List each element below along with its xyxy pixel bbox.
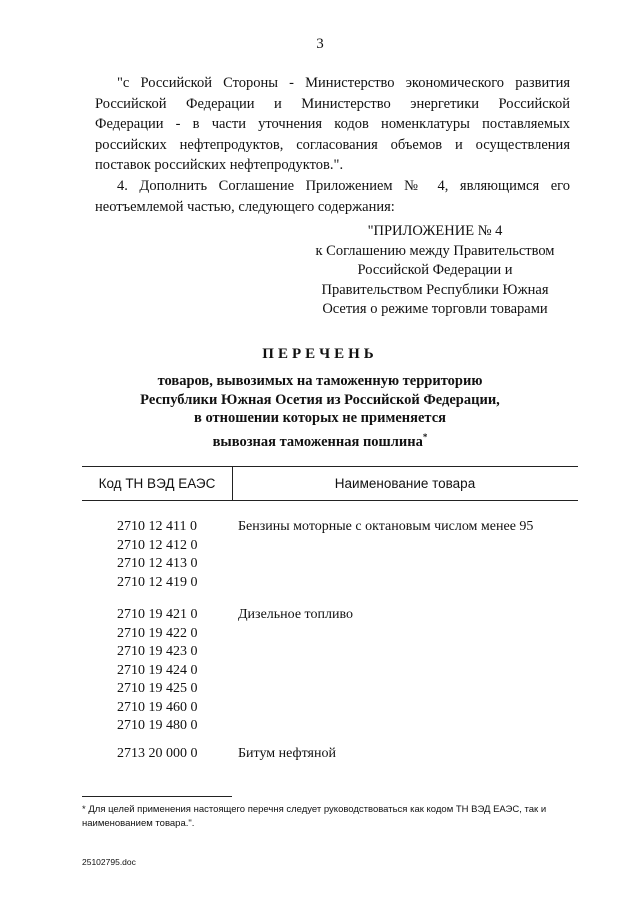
table-row-codes — [117, 606, 198, 736]
paragraph-2 — [95, 176, 570, 217]
paragraph-1-line: российских нефтепродуктов, согласования объемов и осуществления — [95, 136, 570, 153]
table-row-codes — [117, 745, 198, 764]
appendix-header-line: Российской Федерации и — [357, 262, 513, 278]
table-row-name: Битум нефтяной — [238, 746, 336, 761]
paragraph-2-line: 4. Дополнить Соглашение Приложением № 4, являющимся его — [117, 178, 570, 194]
tnved-code: 2710 12 412 0 — [117, 537, 198, 553]
footnote-line: * Для целей применения настоящего перечня следует руководствоваться как кодом ТН ВЭД ЕАЭС, так и — [82, 804, 547, 815]
tnved-code: 2713 20 000 0 — [117, 746, 198, 761]
footnote-separator — [82, 796, 232, 797]
tnved-code: 2710 12 413 0 — [117, 556, 198, 571]
tnved-code: 2710 19 423 0 — [117, 644, 198, 659]
list-title: ПЕРЕЧЕНЬ — [262, 346, 378, 362]
paragraph-1-line: "с Российской Стороны - Министерство экономического развития — [117, 75, 570, 91]
tnved-code: 2710 19 424 0 — [117, 662, 198, 678]
tnved-code: 2710 19 422 0 — [117, 625, 198, 641]
appendix-header — [300, 222, 570, 320]
table-row-name: Бензины моторные с октановым числом менее 95 — [238, 519, 534, 534]
tnved-code: 2710 19 460 0 — [117, 699, 198, 715]
page-number: 3 — [316, 36, 324, 52]
paragraph-1-line: Федерации - в части уточнения кодов номенклатуры поставляемых — [95, 116, 570, 132]
table-row-codes — [117, 518, 198, 592]
list-subtitle-line: товаров, вывозимых на таможенную территорию — [157, 373, 483, 389]
document-id: 25102795.doc — [82, 857, 136, 867]
tnved-code: 2710 19 480 0 — [117, 718, 198, 733]
appendix-header-line: Правительством Республики Южная — [321, 281, 549, 298]
paragraph-1 — [95, 73, 570, 176]
table-header-bottom-rule — [82, 500, 578, 501]
table-row-name: Дизельное топливо — [238, 607, 353, 622]
appendix-header-line: "ПРИЛОЖЕНИЕ № 4 — [367, 223, 503, 239]
list-subtitle-text: вывозная таможенная пошлина — [212, 433, 423, 450]
table-header-code: Код ТН ВЭД ЕАЭС — [98, 476, 216, 491]
table-top-rule — [82, 466, 578, 467]
footnote-marker: * — [422, 431, 428, 442]
list-subtitle-line: в отношении которых не применяется — [194, 410, 446, 426]
list-subtitle — [0, 372, 640, 451]
tnved-code: 2710 19 425 0 — [117, 681, 198, 696]
paragraph-1-line: Российской Федерации и Министерство энергетики Российской — [95, 95, 570, 112]
tnved-code: 2710 19 421 0 — [117, 607, 198, 622]
paragraph-2-line: неотъемлемой частью, следующего содержания: — [95, 198, 395, 215]
paragraph-1-line: поставок российских нефтепродуктов.". — [95, 157, 344, 173]
tnved-code: 2710 12 419 0 — [117, 574, 198, 590]
list-subtitle-line — [0, 428, 640, 452]
footnote — [82, 803, 582, 831]
appendix-header-line: к Соглашению между Правительством — [315, 242, 555, 259]
table-header-name: Наименование товара — [334, 476, 476, 491]
tnved-code: 2710 12 411 0 — [117, 519, 197, 534]
list-subtitle-line: Республики Южная Осетия из Российской Федерации, — [140, 391, 500, 408]
appendix-header-line: Осетия о режиме торговли товарами — [322, 301, 548, 317]
footnote-line: наименованием товара.". — [82, 818, 195, 829]
